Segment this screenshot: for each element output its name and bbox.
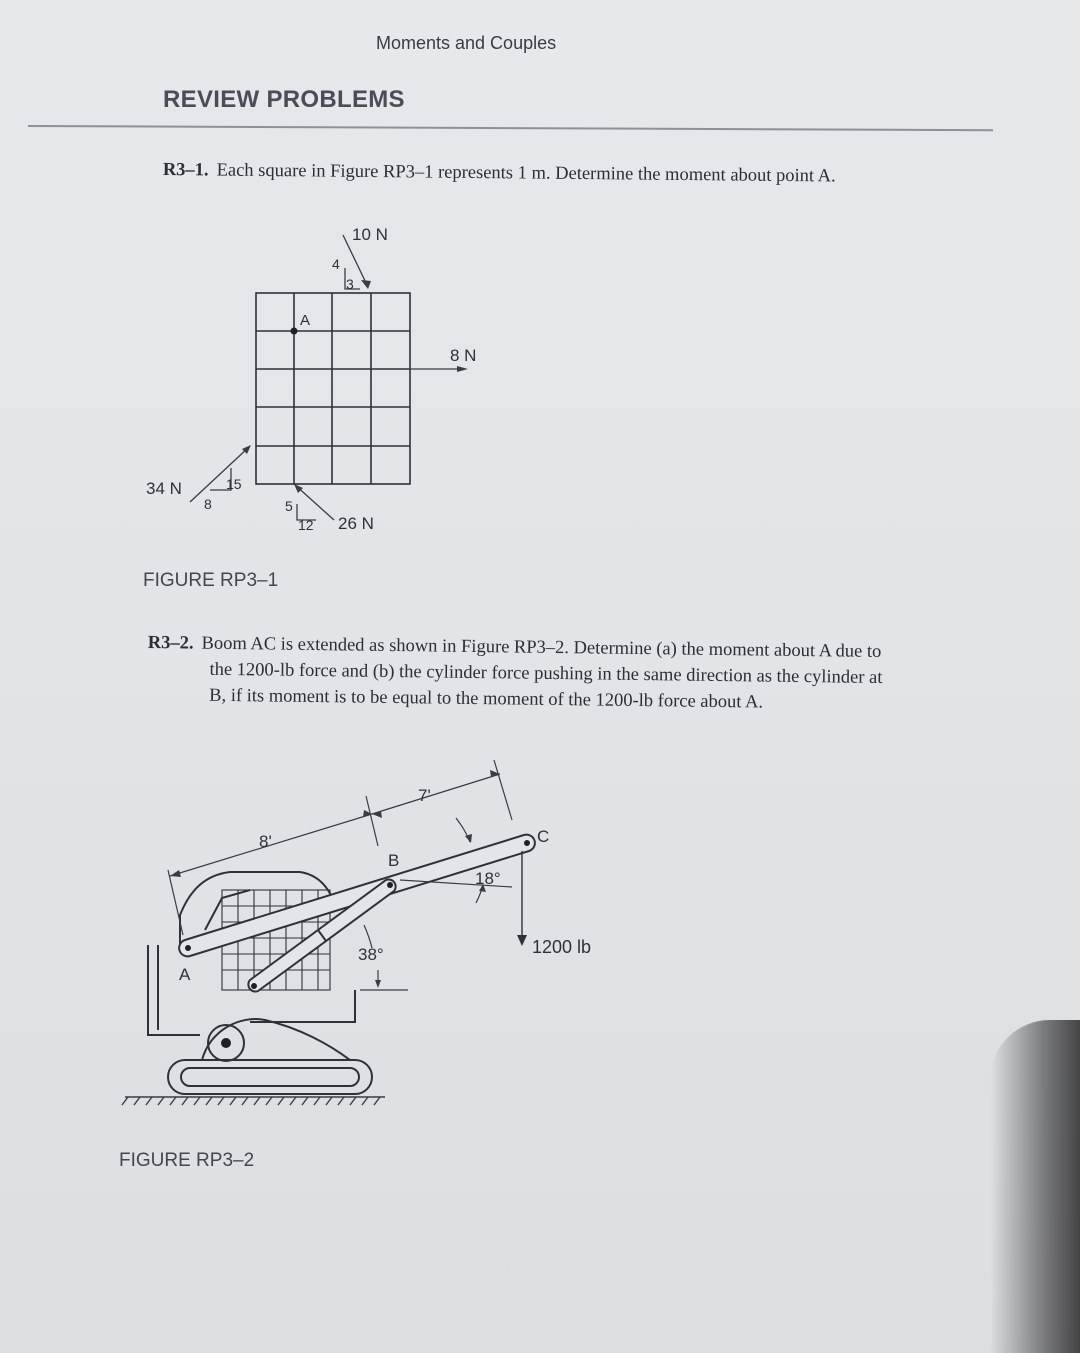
pin-cylinder-base (251, 983, 257, 989)
angle-arrowhead (375, 980, 381, 988)
label-slope-12: 12 (298, 517, 314, 533)
pin-a (185, 945, 191, 951)
ground-hatch (122, 1097, 385, 1105)
label-point-c: C (537, 827, 550, 846)
label-slope-5: 5 (285, 498, 293, 514)
pin-c (524, 840, 530, 846)
problem-text-line-2: the 1200-lb force and (b) the cylinder force pushing in the same direction as the cylinder at (209, 659, 883, 688)
label-force-10n: 10 N (352, 225, 388, 244)
label-slope-3: 3 (346, 276, 354, 292)
problem-text-line-1: Boom AC is extended as shown in Figure RP3–2. Determine (a) the moment about A due to (201, 633, 882, 662)
label-angle-18: 18° (475, 869, 501, 888)
figure-caption-rp3-2: FIGURE RP3–2 (119, 1150, 255, 1171)
label-dim-8ft: 8' (259, 832, 272, 851)
label-slope-15: 15 (226, 476, 242, 492)
problem-number: R3–1. (162, 159, 209, 181)
problem-text: Each square in Figure RP3–1 represents 1 m. Determine the moment about point A. (216, 160, 836, 187)
figure-caption-rp3-1: FIGURE RP3–1 (143, 570, 279, 591)
arrowhead (517, 935, 527, 946)
label-force-26n: 26 N (338, 514, 374, 533)
dim-arrowhead (170, 870, 181, 877)
label-point-a: A (179, 965, 191, 984)
running-head: Moments and Couples (376, 33, 557, 53)
label-force-34n: 34 N (146, 479, 182, 498)
section-title: REVIEW PROBLEMS (163, 86, 405, 113)
label-point-a: A (300, 312, 311, 329)
label-angle-38: 38° (358, 945, 384, 964)
drive-wheel-hub (221, 1038, 231, 1048)
label-slope-8: 8 (204, 496, 212, 512)
label-load-1200lb: 1200 lb (532, 937, 592, 957)
photo-shadow (990, 1020, 1080, 1353)
angle-arrowhead (465, 834, 472, 843)
problem-text-line-3: B, if its moment is to be equal to the moment of the 1200-lb force about A. (209, 685, 764, 713)
crawler-track (168, 1019, 372, 1094)
label-force-8n: 8 N (450, 346, 477, 365)
label-point-b: B (388, 851, 400, 870)
label-dim-7ft: 7' (418, 786, 431, 805)
problem-number: R3–2. (147, 632, 194, 654)
label-slope-4: 4 (332, 256, 340, 272)
pin-b (387, 882, 393, 888)
